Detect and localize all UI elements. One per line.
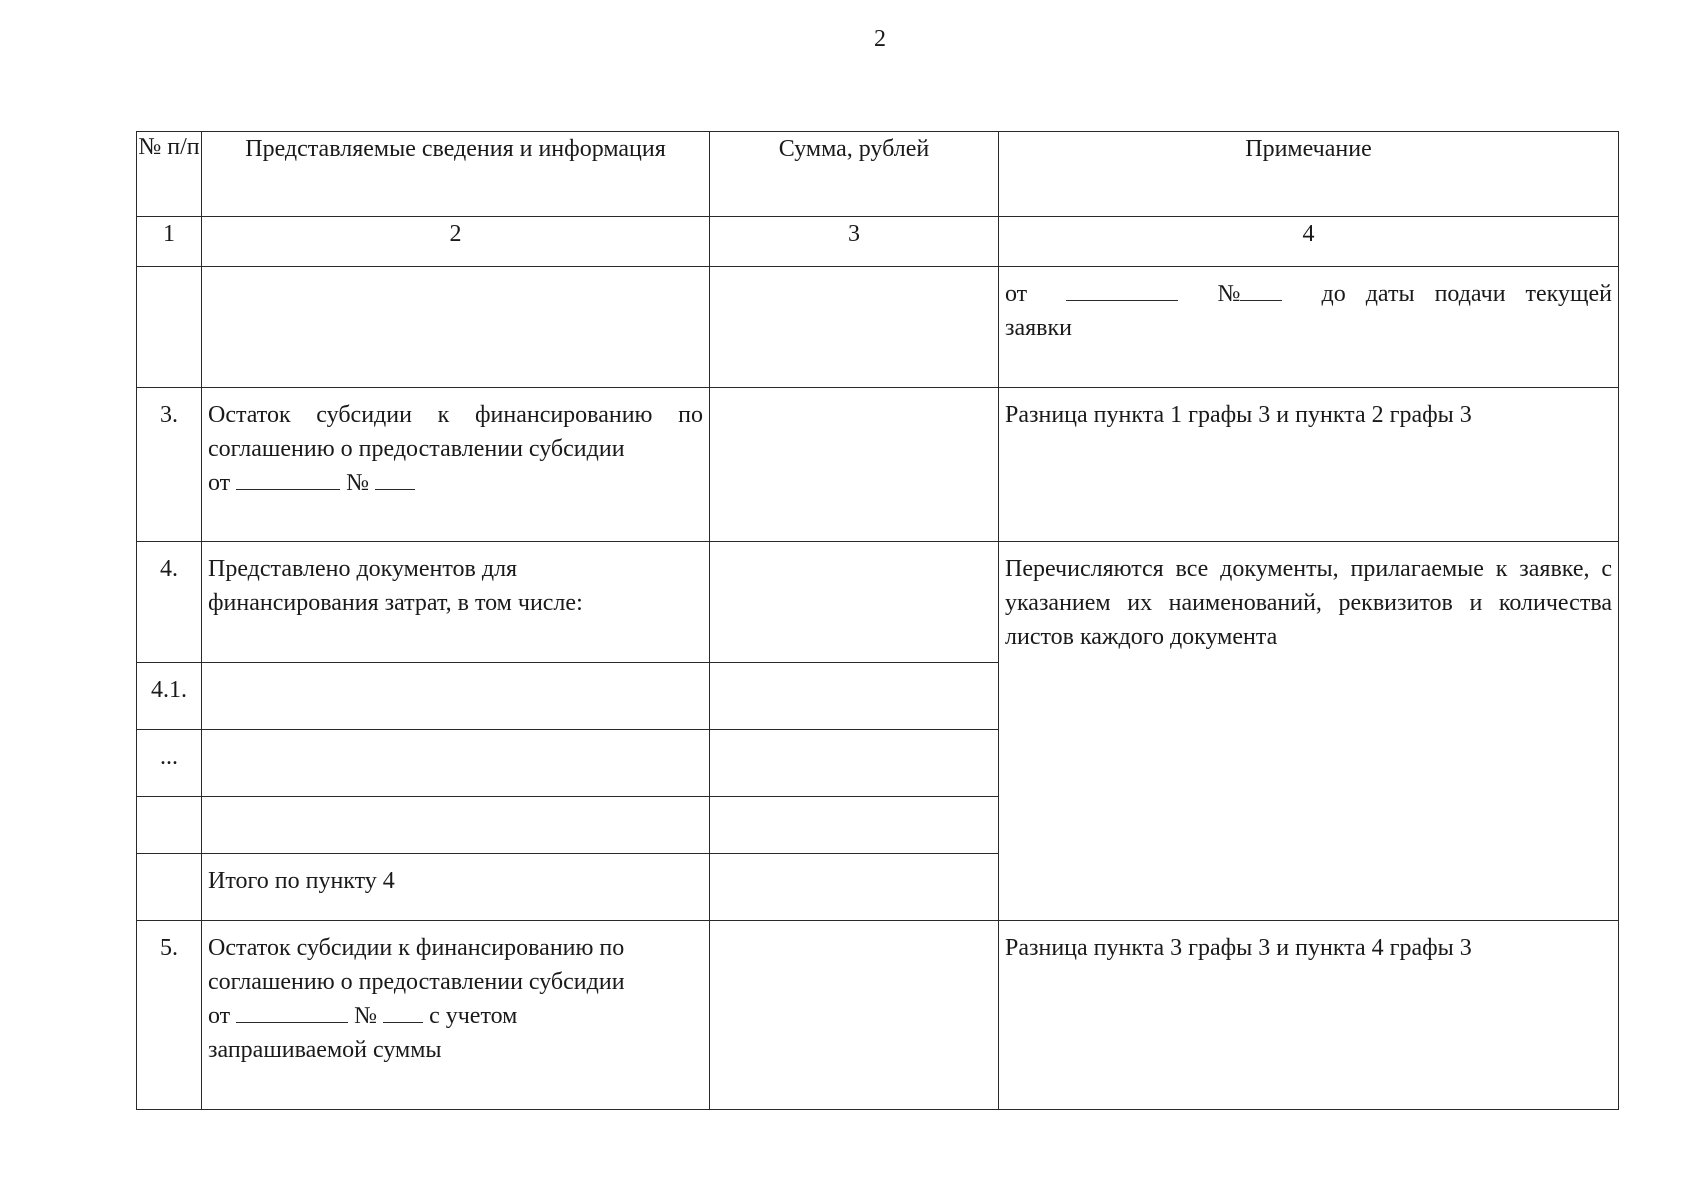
table-row-continuation [137, 267, 1619, 388]
info-tail: с учетом [429, 1003, 518, 1029]
row-info-cell [202, 663, 710, 730]
row-note-cell: Разница пункта 3 графы 3 и пункта 4 графы 3 [999, 921, 1619, 1110]
info-number-sign: № [346, 470, 370, 496]
row-info-text: Остаток субсидии к финансированию по соглашению о предоставлении субсидии [208, 935, 625, 995]
row-note-cell [999, 267, 1619, 388]
date-blank [1066, 278, 1178, 301]
table-header-row [137, 132, 1619, 217]
subsidy-report-table [136, 131, 1619, 1110]
column-number: 4 [999, 217, 1619, 267]
page-number: 2 [874, 26, 886, 52]
row-info-date-line [208, 999, 689, 1033]
row-sum-cell [710, 267, 999, 388]
row-num-cell [137, 267, 202, 388]
note-number-group [1217, 277, 1282, 311]
row-sum-cell [710, 921, 999, 1110]
column-numbers-row [137, 217, 1619, 267]
info-from-label: от [208, 470, 231, 496]
number-blank [1240, 278, 1282, 301]
row-num: 3. [137, 388, 202, 542]
row-sum-cell [710, 388, 999, 542]
column-number: 2 [202, 217, 710, 267]
column-number: 3 [710, 217, 999, 267]
row-num: 5. [137, 921, 202, 1110]
row-note-cell: Перечисляются все документы, прилагаемые к заявке, с указанием их наименований, реквизитов и количества листов каждого документа [999, 542, 1619, 921]
row-sum-cell [710, 854, 999, 921]
row-info-cell [202, 797, 710, 854]
row-sum-cell [710, 730, 999, 797]
note-number-sign: № [1217, 281, 1241, 307]
column-number: 1 [137, 217, 202, 267]
info-from-label: от [208, 1003, 231, 1029]
row-info-text: Остаток субсидии к финансированию по соглашению о предоставлении субсидии [208, 402, 703, 462]
row-info-cell [202, 921, 710, 1110]
note-line2: заявки [1005, 315, 1073, 341]
row-info-last-line: запрашиваемой суммы [208, 1037, 442, 1063]
note-line [1005, 277, 1612, 311]
row-sum-cell [710, 542, 999, 663]
row-num-cell [137, 854, 202, 921]
row-info-date-line [208, 466, 703, 500]
table-row-4 [137, 542, 1619, 663]
row-sum-cell [710, 797, 999, 854]
row-info-cell [202, 730, 710, 797]
note-from-label: от [1005, 281, 1028, 307]
note-tail: до даты подачи текущей [1321, 281, 1612, 307]
table-row-3 [137, 388, 1619, 542]
row-note-cell: Разница пункта 1 графы 3 и пункта 2 графы 3 [999, 388, 1619, 542]
row-info-cell [202, 267, 710, 388]
number-blank [383, 1000, 423, 1023]
header-num: № п/п [137, 132, 202, 217]
row-num-cell [137, 797, 202, 854]
row-sum-cell [710, 663, 999, 730]
header-info: Представляемые сведения и информация [202, 132, 710, 217]
info-number-sign: № [354, 1003, 378, 1029]
row-num: ... [137, 730, 202, 797]
row-info-cell: Итого по пункту 4 [202, 854, 710, 921]
row-num: 4.1. [137, 663, 202, 730]
header-sum: Сумма, рублей [710, 132, 999, 217]
row-info-cell [202, 388, 710, 542]
row-num: 4. [137, 542, 202, 663]
table-row-5 [137, 921, 1619, 1110]
date-blank [236, 467, 340, 490]
header-note: Примечание [999, 132, 1619, 217]
row-info-cell: Представлено документов для финансирования затрат, в том числе: [202, 542, 710, 663]
date-blank [236, 1000, 348, 1023]
number-blank [375, 467, 415, 490]
